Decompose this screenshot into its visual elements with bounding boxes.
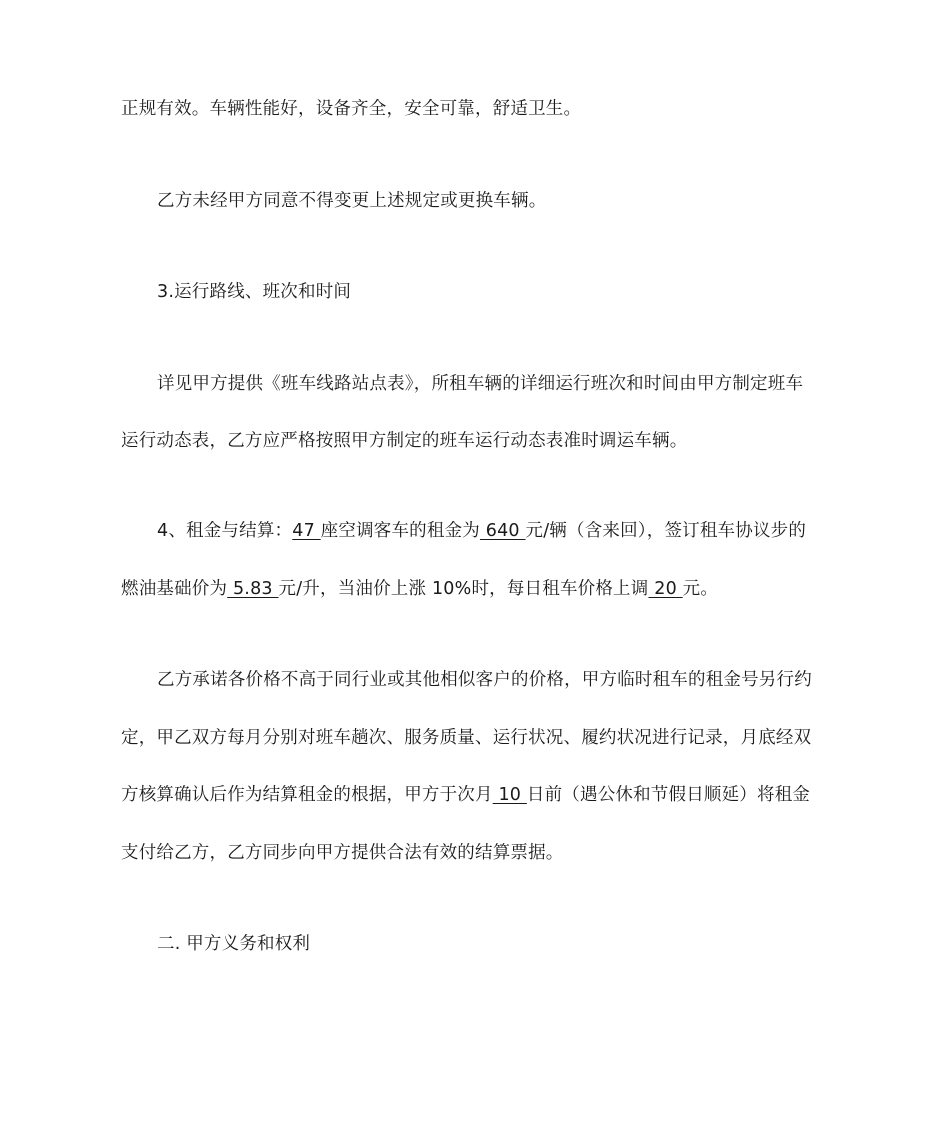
paragraph-line: 定，甲乙双方每月分别对班车趟次、服务质量、运行状况、履约状况进行记录，月底经双: [121, 728, 812, 748]
text-run: 日前（遇公休和节假日顺延）将租金: [526, 785, 811, 805]
paragraph-line: 详见甲方提供《班车线路站点表》，所租车辆的详细运行班次和时间由甲方制定班车: [157, 374, 804, 394]
text-run: 4、租金与结算：: [157, 521, 293, 541]
text-run: 元/辆（含来回），签订租车协议步的: [525, 521, 807, 541]
text-run: 燃油基础价为: [121, 579, 228, 599]
text-run: 方核算确认后作为结算租金的根据，甲方于次月: [121, 785, 493, 805]
underlined-value: 10: [492, 785, 527, 805]
paragraph-line: 乙方未经甲方同意不得变更上述规定或更换车辆。: [157, 191, 547, 211]
underlined-value: 5.83: [227, 579, 279, 599]
text-run: 座空调客车的租金为: [320, 521, 480, 541]
underlined-value: 20: [648, 579, 683, 599]
paragraph-line: 运行动态表，乙方应严格按照甲方制定的班车运行动态表准时调运车辆。: [121, 431, 688, 451]
paragraph-line: [157, 519, 847, 543]
paragraph-line: [121, 577, 841, 601]
text-run: 元/升，当油价上涨 10%时，每日租车价格上调: [278, 579, 649, 599]
paragraph-line: 乙方承诺各价格不高于同行业或其他相似客户的价格，甲方临时租车的租金号另行约: [157, 670, 812, 690]
underlined-value: 640: [479, 521, 526, 541]
paragraph-line: [121, 783, 841, 807]
text-run: 元。: [682, 579, 719, 599]
paragraph-line: 支付给乙方，乙方同步向甲方提供合法有效的结算票据。: [121, 843, 564, 863]
section-heading: 3.运行路线、班次和时间: [157, 282, 352, 302]
section-heading: 二. 甲方义务和权利: [157, 934, 311, 954]
paragraph-line: 正规有效。车辆性能好，设备齐全，安全可靠，舒适卫生。: [121, 99, 582, 119]
underlined-value: 47: [292, 521, 321, 541]
